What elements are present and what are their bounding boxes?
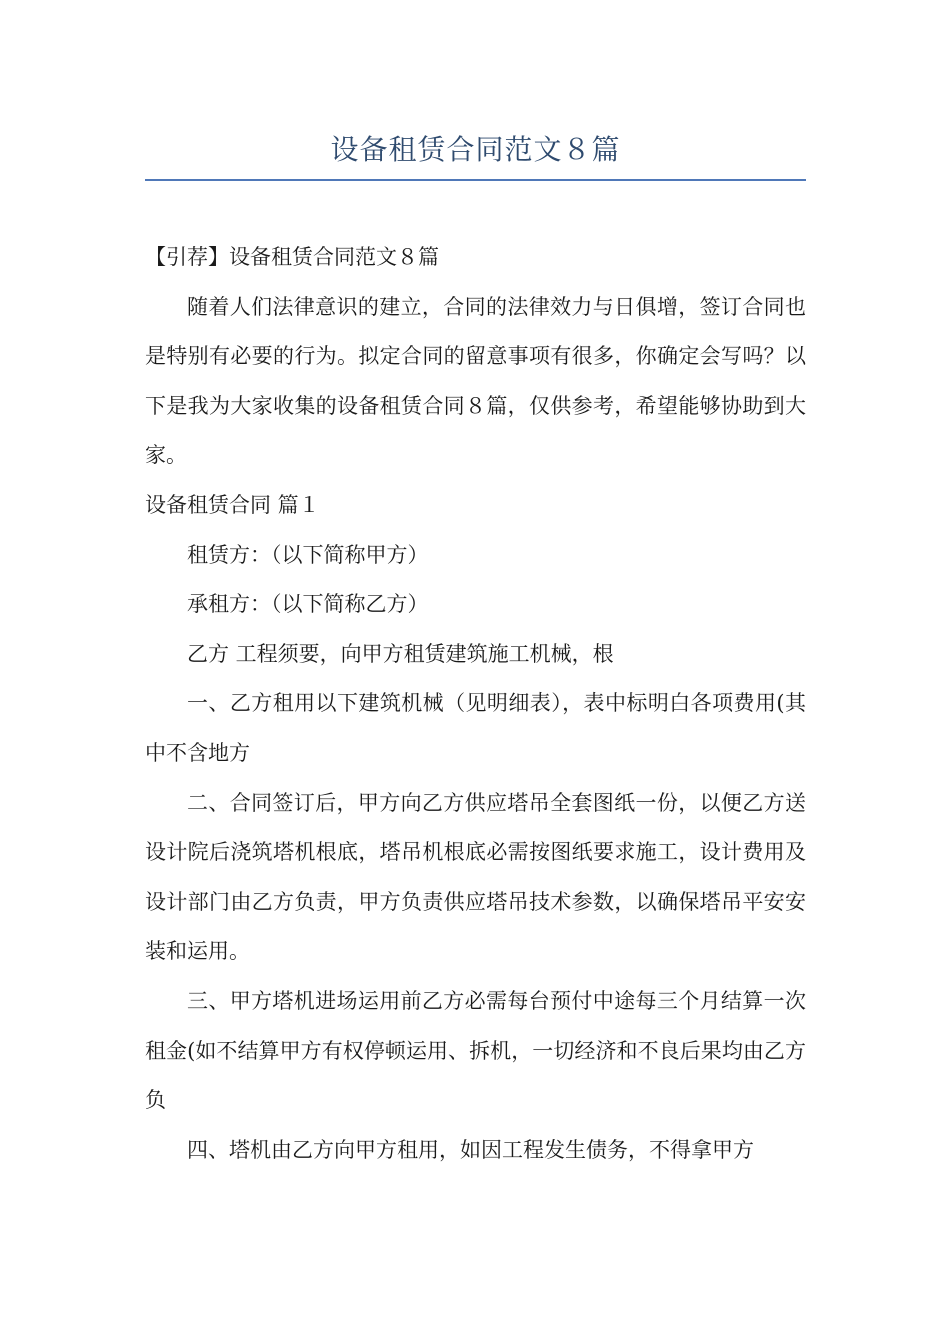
paragraph: 随着人们法律意识的建立，合同的法律效力与日俱增，签订合同也是特别有必要的行为。拟定合同的留意事项有很多，你确定会写吗？以下是我为大家收集的设备租赁合同８篇，仅供参考，希望能够协助到大家。: [145, 294, 806, 468]
section-heading: 设备租赁合同 篇１: [145, 492, 320, 517]
paragraph: 乙方 工程须要，向甲方租赁建筑施工机械，根: [187, 641, 614, 666]
paragraph: 租赁方：（以下简称甲方）: [187, 542, 429, 567]
paragraph: 二、合同签订后，甲方向乙方供应塔吊全套图纸一份，以便乙方送设计院后浇筑塔机根底，塔吊机根底必需按图纸要求施工，设计费用及设计部门由乙方负责，甲方负责供应塔吊技术参数，以确保塔吊平安安装和运用。: [145, 790, 806, 964]
document-title: 设备租赁合同范文８篇: [330, 133, 621, 166]
intro-heading: 【引荐】设备租赁合同范文８篇: [145, 245, 439, 269]
paragraph: 四、塔机由乙方向甲方租用，如因工程发生债务，不得拿甲方: [187, 1137, 754, 1162]
paragraph: 承租方：（以下简称乙方）: [187, 592, 429, 617]
paragraph: 一、乙方租用以下建筑机械（见明细表），表中标明白各项费用(其中不含地方: [145, 691, 806, 765]
title-divider: [145, 179, 806, 181]
document-body: [145, 233, 806, 1175]
paragraph: 三、甲方塔机进场运用前乙方必需每台预付中途每三个月结算一次租金(如不结算甲方有权停顿运用、拆机，一切经济和不良后果均由乙方负: [145, 988, 806, 1113]
